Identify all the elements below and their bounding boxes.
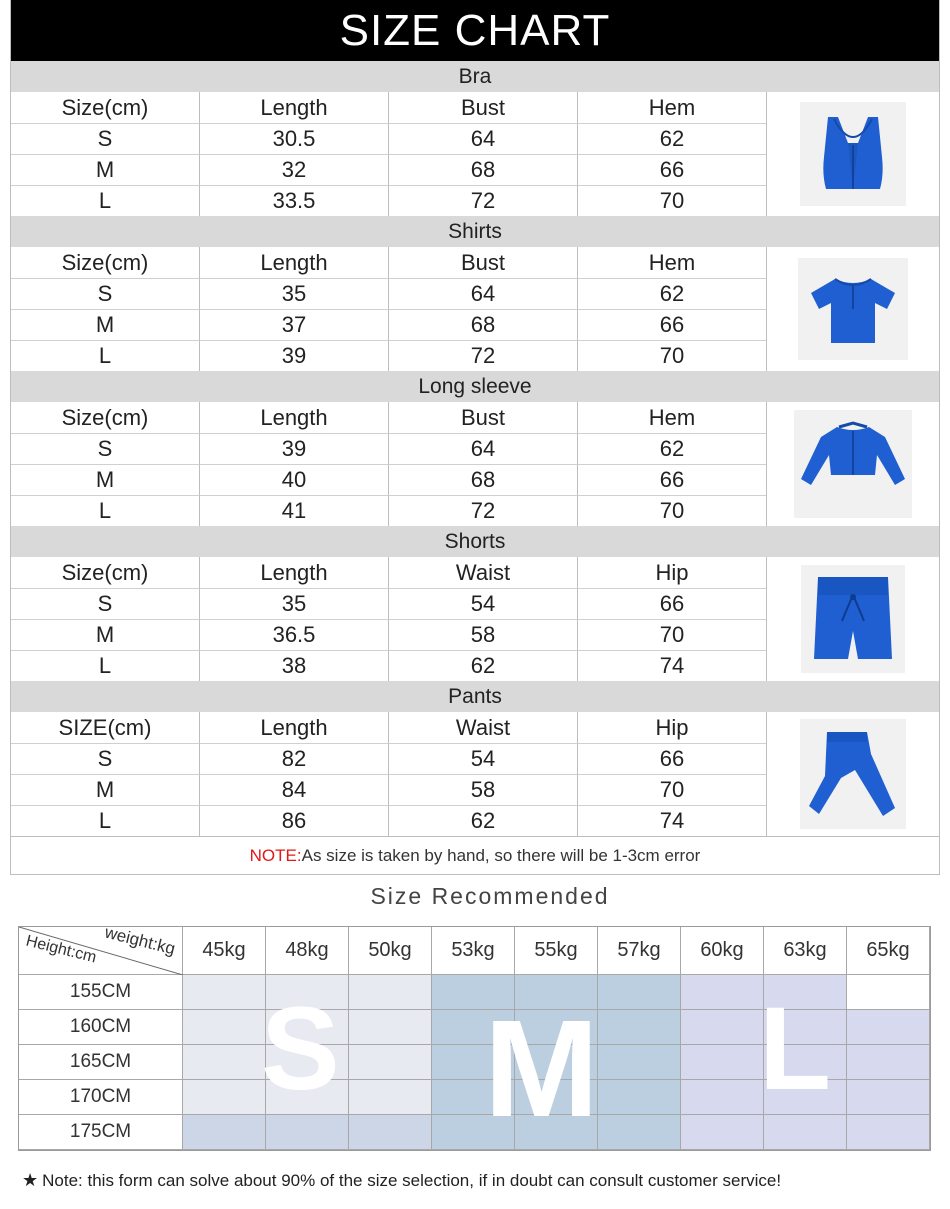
table-cell: 64 [389, 433, 578, 464]
size-cell [764, 1115, 847, 1150]
table-cell: M [11, 464, 200, 495]
table-header: Size(cm) [11, 247, 200, 278]
table-cell: 62 [389, 805, 578, 836]
table-cell: S [11, 588, 200, 619]
table-header: Size(cm) [11, 557, 200, 588]
star-icon: ★ [22, 1170, 39, 1190]
table-cell: 74 [578, 650, 767, 681]
thumb-shirts [767, 247, 939, 371]
table-cell: S [11, 743, 200, 774]
table-cell: M [11, 619, 200, 650]
table-cell: 72 [389, 340, 578, 371]
weight-header: 57kg [598, 927, 681, 975]
shorts-icon [801, 565, 905, 673]
table-header: Hip [578, 712, 767, 743]
size-cell [847, 1045, 930, 1080]
table-cell: S [11, 123, 200, 154]
table-header: Hem [578, 92, 767, 123]
size-table-shirts [11, 247, 767, 371]
size-cell [183, 975, 266, 1010]
table-header: Hip [578, 557, 767, 588]
size-cell [598, 1080, 681, 1115]
section-bra [11, 92, 939, 216]
size-cell [598, 975, 681, 1010]
table-cell: 74 [578, 805, 767, 836]
size-cell [847, 975, 930, 1010]
table-header: Length [200, 402, 389, 433]
table-cell: 70 [578, 774, 767, 805]
size-letter-s: S [261, 983, 340, 1115]
thumb-pants [767, 712, 939, 836]
table-cell: 68 [389, 464, 578, 495]
table-cell: M [11, 154, 200, 185]
table-cell: S [11, 433, 200, 464]
height-label: 170CM [19, 1080, 183, 1115]
section-long-sleeve [11, 402, 939, 526]
size-cell [349, 1080, 432, 1115]
table-header: Bust [389, 247, 578, 278]
height-label: 165CM [19, 1045, 183, 1080]
size-cell [681, 1115, 764, 1150]
table-header: Length [200, 557, 389, 588]
table-cell: 35 [200, 588, 389, 619]
size-cell [183, 1045, 266, 1080]
table-cell: 39 [200, 433, 389, 464]
size-cell [266, 1115, 349, 1150]
table-cell: 30.5 [200, 123, 389, 154]
table-header: Waist [389, 557, 578, 588]
table-cell: 54 [389, 743, 578, 774]
chart-title: SIZE CHART [11, 0, 939, 61]
table-cell: S [11, 278, 200, 309]
height-axis-label: Height:cm [24, 932, 99, 967]
weight-header: 63kg [764, 927, 847, 975]
table-cell: L [11, 185, 200, 216]
size-recommended-table [18, 922, 931, 1151]
table-header: Hem [578, 402, 767, 433]
weight-axis-label: weight:kg [103, 922, 178, 959]
table-cell: M [11, 774, 200, 805]
section-title-pants: Pants [11, 681, 939, 712]
table-cell: 84 [200, 774, 389, 805]
table-cell: 66 [578, 588, 767, 619]
table-cell: M [11, 309, 200, 340]
section-title-shirts: Shirts [11, 216, 939, 247]
table-header: Hem [578, 247, 767, 278]
weight-header: 55kg [515, 927, 598, 975]
table-cell: 70 [578, 619, 767, 650]
table-header: Size(cm) [11, 402, 200, 433]
size-table-bra [11, 92, 767, 216]
table-cell: 40 [200, 464, 389, 495]
table-cell: 66 [578, 464, 767, 495]
table-cell: L [11, 805, 200, 836]
table-cell: 68 [389, 309, 578, 340]
thumb-bra [767, 92, 939, 216]
table-cell: 39 [200, 340, 389, 371]
table-cell: L [11, 650, 200, 681]
table-cell: 58 [389, 774, 578, 805]
table-cell: 66 [578, 743, 767, 774]
height-label: 160CM [19, 1010, 183, 1045]
weight-header: 45kg [183, 927, 266, 975]
weight-header: 48kg [266, 927, 349, 975]
size-table-shorts [11, 557, 767, 681]
table-cell: 35 [200, 278, 389, 309]
size-cell [183, 1115, 266, 1150]
size-cell [349, 1115, 432, 1150]
table-cell: 54 [389, 588, 578, 619]
weight-header: 65kg [847, 927, 930, 975]
table-cell: 62 [389, 650, 578, 681]
size-cell [681, 1045, 764, 1080]
table-cell: 64 [389, 278, 578, 309]
long-sleeve-top-icon [794, 410, 912, 518]
short-sleeve-shirt-icon [798, 258, 908, 360]
size-cell [681, 1080, 764, 1115]
size-cell [349, 975, 432, 1010]
footer-note [22, 1170, 781, 1191]
table-cell: 62 [578, 433, 767, 464]
section-title-long-sleeve: Long sleeve [11, 371, 939, 402]
table-cell: 36.5 [200, 619, 389, 650]
table-cell: 68 [389, 154, 578, 185]
size-cell [847, 1080, 930, 1115]
table-cell: 33.5 [200, 185, 389, 216]
table-cell: L [11, 495, 200, 526]
section-pants [11, 712, 939, 836]
size-cell [847, 1010, 930, 1045]
table-header: Waist [389, 712, 578, 743]
size-cell [681, 1010, 764, 1045]
table-cell: 70 [578, 340, 767, 371]
weight-header: 50kg [349, 927, 432, 975]
table-cell: 62 [578, 123, 767, 154]
table-cell: 66 [578, 154, 767, 185]
recommended-title: Size Recommended [370, 883, 610, 909]
size-table-long-sleeve [11, 402, 767, 526]
table-header: Length [200, 247, 389, 278]
table-header: Bust [389, 92, 578, 123]
section-title-shorts: Shorts [11, 526, 939, 557]
table-cell: 66 [578, 309, 767, 340]
table-cell: 62 [578, 278, 767, 309]
footer-text: Note: this form can solve about 90% of the size selection, if in doubt can consult customer service! [42, 1171, 782, 1190]
weight-header: 60kg [681, 927, 764, 975]
size-chart [10, 0, 940, 875]
size-cell [183, 1010, 266, 1045]
pants-icon [800, 719, 906, 829]
size-cell [598, 1010, 681, 1045]
table-cell: 70 [578, 185, 767, 216]
note-label: NOTE: [249, 845, 302, 865]
sports-bra-icon [800, 102, 906, 206]
size-cell [598, 1045, 681, 1080]
table-cell: 82 [200, 743, 389, 774]
table-cell: 37 [200, 309, 389, 340]
table-cell: L [11, 340, 200, 371]
table-cell: 38 [200, 650, 389, 681]
height-label: 175CM [19, 1115, 183, 1150]
size-cell [349, 1010, 432, 1045]
size-cell [598, 1115, 681, 1150]
size-cell [183, 1080, 266, 1115]
table-cell: 64 [389, 123, 578, 154]
table-header: Length [200, 92, 389, 123]
diagonal-header-cell [19, 922, 183, 975]
thumb-shorts [767, 557, 939, 681]
size-cell [681, 975, 764, 1010]
table-cell: 70 [578, 495, 767, 526]
height-label: 155CM [19, 975, 183, 1010]
size-letter-m: M [484, 992, 599, 1146]
size-note [11, 836, 939, 874]
weight-header: 53kg [432, 927, 515, 975]
table-cell: 41 [200, 495, 389, 526]
size-cell [349, 1045, 432, 1080]
section-shirts [11, 247, 939, 371]
section-title-bra: Bra [11, 61, 939, 92]
note-text: As size is taken by hand, so there will be 1-3cm error [301, 845, 701, 865]
table-cell: 86 [200, 805, 389, 836]
table-header: SIZE(cm) [11, 712, 200, 743]
table-header: Size(cm) [11, 92, 200, 123]
section-shorts [11, 557, 939, 681]
table-header: Bust [389, 402, 578, 433]
table-header: Length [200, 712, 389, 743]
table-cell: 72 [389, 495, 578, 526]
size-cell [847, 1115, 930, 1150]
table-cell: 72 [389, 185, 578, 216]
table-cell: 58 [389, 619, 578, 650]
size-table-pants [11, 712, 767, 836]
size-letter-l: L [759, 983, 832, 1115]
table-cell: 32 [200, 154, 389, 185]
thumb-long-sleeve [767, 402, 939, 526]
